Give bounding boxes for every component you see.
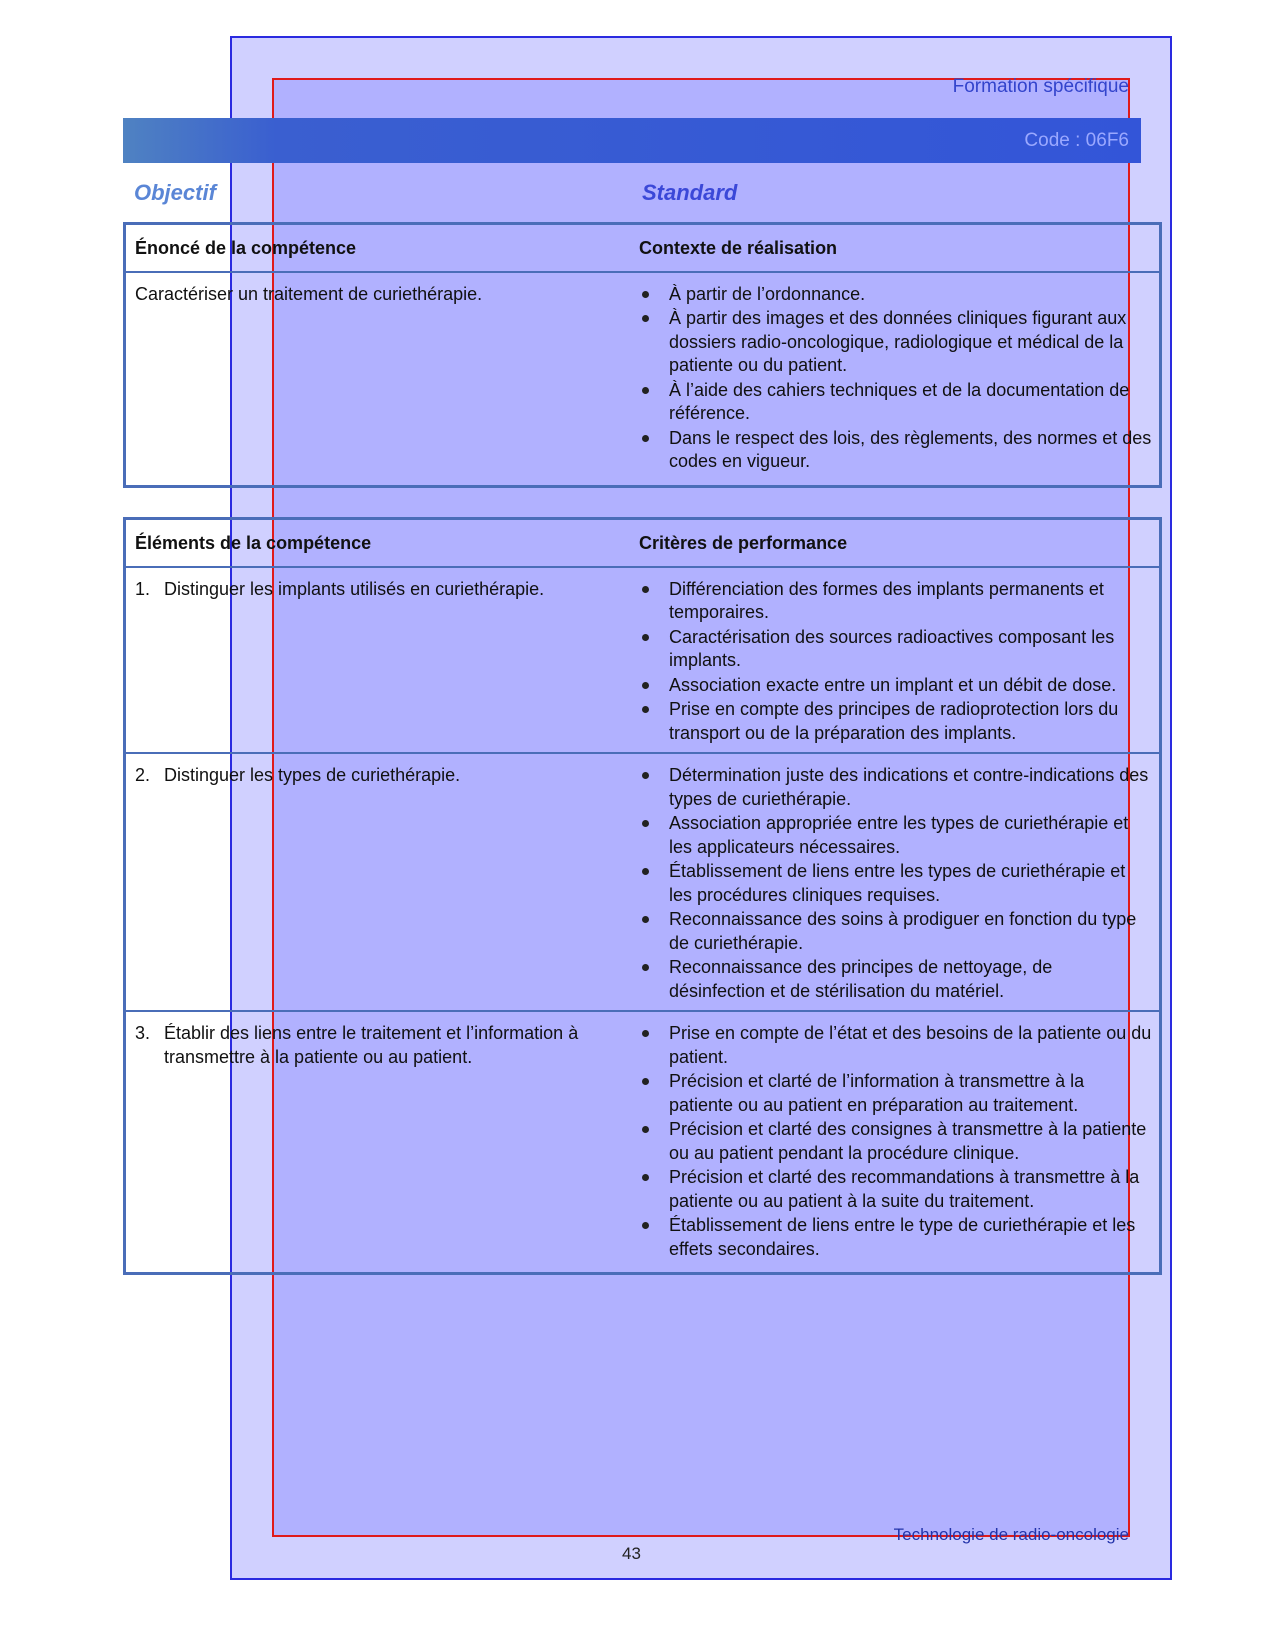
list-item: Détermination juste des indications et contre-indications des types de curiethérapie. — [639, 764, 1153, 811]
elements-header: Éléments de la compétence — [125, 519, 640, 567]
table-row — [125, 567, 1161, 754]
list-item: Prise en compte de l’état et des besoins de la patiente ou du patient. — [639, 1022, 1153, 1069]
criteria-list — [639, 1022, 1153, 1261]
list-item: Caractérisation des sources radioactives composant les implants. — [639, 626, 1153, 673]
list-item: À partir de l’ordonnance. — [639, 283, 1153, 307]
criteria-list — [639, 764, 1153, 1003]
page-number: 43 — [622, 1544, 641, 1563]
element-2 — [135, 764, 639, 788]
competence-table — [123, 222, 1162, 488]
competence-table-row — [125, 272, 1161, 487]
document-header-title: Formation spécifique — [952, 76, 1129, 97]
criteria-header: Critères de performance — [639, 519, 1161, 567]
list-item: Établissement de liens entre le type de curiethérapie et les effets secondaires. — [639, 1214, 1153, 1261]
list-item: Précision et clarté des consignes à transmettre à la patiente ou au patient pendant la procédure clinique. — [639, 1118, 1153, 1165]
competence-statement: Caractériser un traitement de curiethérapie. — [135, 283, 483, 304]
objectif-label: Objectif — [134, 180, 216, 205]
list-item: Reconnaissance des soins à prodiguer en fonction du type de curiethérapie. — [639, 908, 1153, 955]
list-item: Précision et clarté de l’information à transmettre à la patiente ou au patient en préparation au traitement. — [639, 1070, 1153, 1117]
context-header: Contexte de réalisation — [639, 224, 1161, 272]
table-row — [125, 753, 1161, 1011]
elements-table-header — [125, 519, 1161, 567]
element-number: 1. — [135, 578, 151, 599]
list-item: Prise en compte des principes de radioprotection lors du transport ou de la préparation des implants. — [639, 698, 1153, 745]
competency-code: Code : 06F6 — [1024, 130, 1129, 151]
competence-table-header — [125, 224, 1161, 272]
list-item: À partir des images et des données cliniques figurant aux dossiers radio-oncologique, radiologique et médical de la patiente ou du patient. — [639, 307, 1153, 378]
list-item: Reconnaissance des principes de nettoyage, de désinfection et de stérilisation du matériel. — [639, 956, 1153, 1003]
element-number: 3. — [135, 1023, 151, 1043]
standard-label: Standard — [642, 180, 738, 205]
list-item: Association exacte entre un implant et un débit de dose. — [639, 674, 1153, 698]
context-list — [639, 283, 1153, 474]
list-item: Établissement de liens entre les types de curiethérapie et les procédures cliniques requises. — [639, 860, 1153, 907]
elements-table — [123, 517, 1162, 1275]
element-text: Distinguer les implants utilisés en curiethérapie. — [164, 578, 545, 599]
footer-program: Technologie de radio-oncologie — [893, 1525, 1129, 1544]
element-1 — [135, 578, 639, 602]
list-item: Différenciation des formes des implants permanents et temporaires. — [639, 578, 1153, 625]
code-band — [123, 118, 1141, 163]
element-text: Établir des liens entre le traitement et l’information à transmettre à la patiente ou au patient. — [164, 1023, 579, 1067]
competence-statement-header: Énoncé de la compétence — [125, 224, 640, 272]
element-3 — [135, 1022, 639, 1069]
list-item: Précision et clarté des recommandations à transmettre à la patiente ou au patient à la suite du traitement. — [639, 1166, 1153, 1213]
table-row — [125, 1011, 1161, 1274]
element-text: Distinguer les types de curiethérapie. — [164, 765, 461, 785]
list-item: Association appropriée entre les types de curiethérapie et les applicateurs nécessaires. — [639, 812, 1153, 859]
list-item: Dans le respect des lois, des règlements, des normes et des codes en vigueur. — [639, 427, 1153, 474]
list-item: À l’aide des cahiers techniques et de la documentation de référence. — [639, 379, 1153, 426]
criteria-list — [639, 578, 1153, 746]
element-number: 2. — [135, 765, 151, 785]
